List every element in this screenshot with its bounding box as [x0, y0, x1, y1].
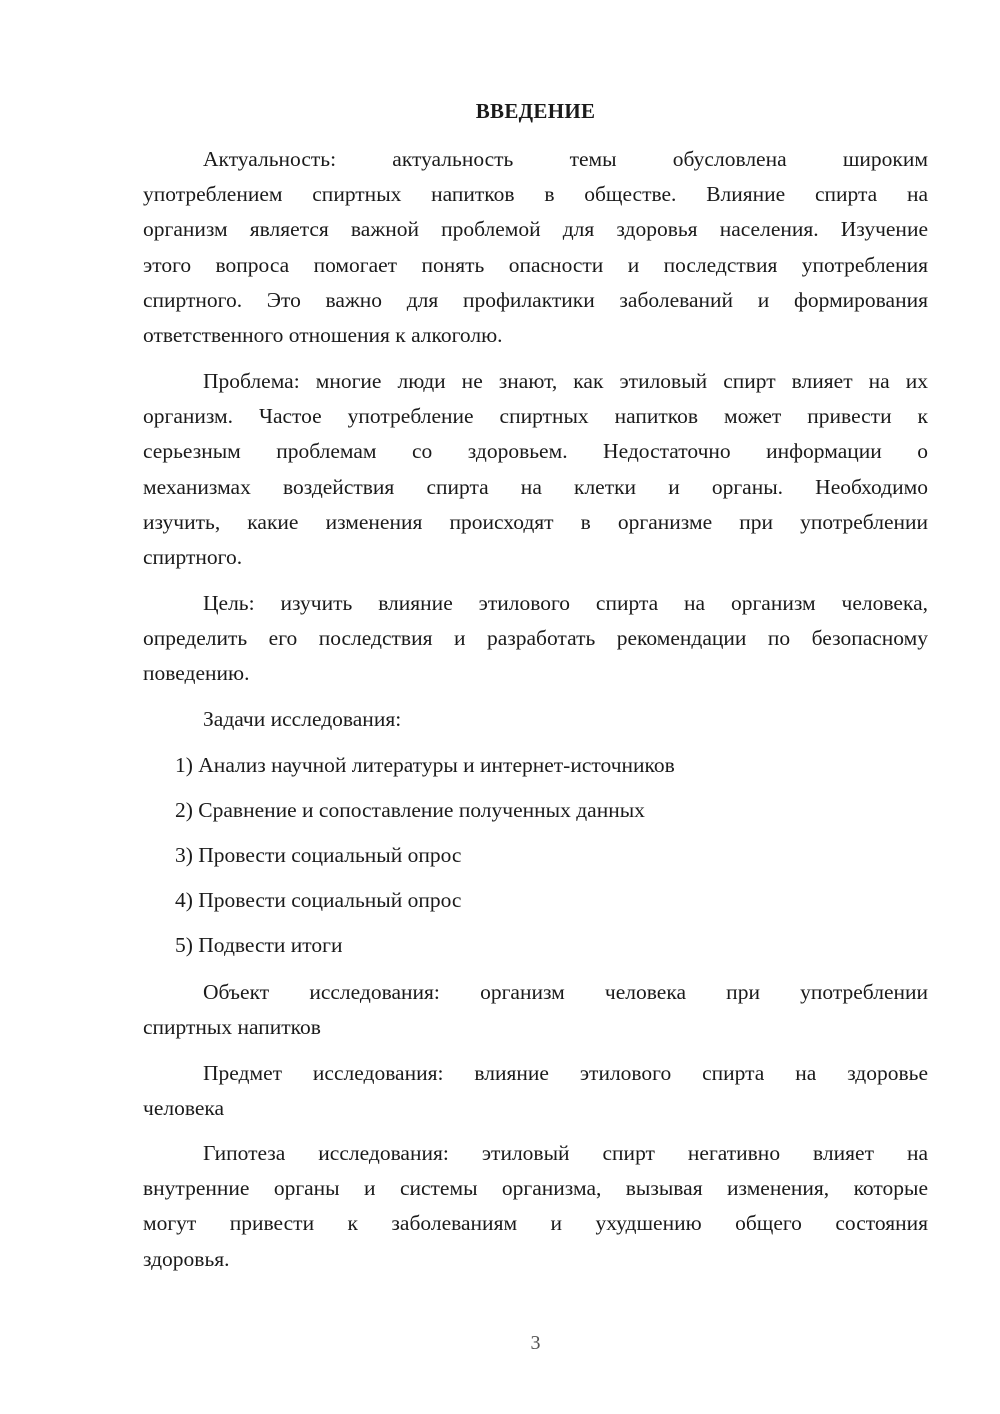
page-number: 3 [530, 1332, 541, 1354]
task-item: 3) Провести социальный опрос [175, 843, 462, 867]
paragraph-line: изучить, какие изменения происходят в организме при употреблении [143, 509, 928, 534]
paragraph-line: организм является важной проблемой для здоровья населения. Изучение [143, 217, 928, 242]
object-paragraph [143, 975, 928, 1045]
paragraph-line: Гипотеза исследования: этиловый спирт негативно влияет на [203, 1141, 928, 1165]
paragraph-line: могут привести к заболеваниям и ухудшению общего состояния [143, 1211, 928, 1236]
paragraph-line: внутренние органы и системы организма, вызывая изменения, которые [143, 1176, 928, 1201]
paragraph-line: Цель: изучить влияние этилового спирта на организм человека, [203, 591, 928, 615]
subject-paragraph [143, 1056, 928, 1126]
tasks-heading [143, 702, 928, 737]
task-item: 4) Провести социальный опрос [175, 888, 462, 912]
paragraph-line: механизмах воздействия спирта на клетки и органы. Необходимо [143, 474, 928, 499]
hypothesis-paragraph [143, 1136, 928, 1277]
paragraph-line: определить его последствия и разработать рекомендации по безопасному [143, 626, 928, 651]
problem-paragraph [143, 364, 928, 575]
paragraph-line: спиртных напитков [143, 1015, 321, 1040]
task-item: 1) Анализ научной литературы и интернет-источников [175, 753, 675, 777]
paragraph-line: Проблема: многие люди не знают, как этиловый спирт влияет на их [203, 369, 928, 393]
goal-paragraph [143, 586, 928, 692]
paragraph-line: здоровья. [143, 1246, 230, 1271]
paragraph-line: этого вопроса помогает понять опасности и последствия употребления [143, 252, 928, 277]
document-page [143, 0, 928, 1414]
paragraph-line: серьезным проблемам со здоровьем. Недостаточно информации о [143, 439, 928, 464]
paragraph-line: ответственного отношения к алкоголю. [143, 323, 503, 348]
relevance-paragraph [143, 142, 928, 353]
paragraph-line: спиртного. [143, 545, 243, 570]
paragraph-line: организм. Частое употребление спиртных напитков может привести к [143, 404, 928, 429]
task-item: 5) Подвести итоги [175, 933, 343, 957]
paragraph-line: поведению. [143, 661, 250, 686]
paragraph-line: Задачи исследования: [203, 707, 402, 731]
paragraph-line: употреблением спиртных напитков в обществе. Влияние спирта на [143, 182, 928, 207]
task-item: 2) Сравнение и сопоставление полученных данных [175, 798, 645, 822]
paragraph-line: спиртного. Это важно для профилактики заболеваний и формирования [143, 287, 928, 312]
section-title: ВВЕДЕНИЕ [475, 99, 596, 123]
paragraph-line: Актуальность: актуальность темы обусловлена широким [203, 147, 928, 171]
paragraph-line: человека [143, 1096, 225, 1121]
paragraph-line: Предмет исследования: влияние этилового спирта на здоровье [203, 1061, 928, 1085]
paragraph-line: Объект исследования: организм человека при употреблении [203, 980, 928, 1004]
